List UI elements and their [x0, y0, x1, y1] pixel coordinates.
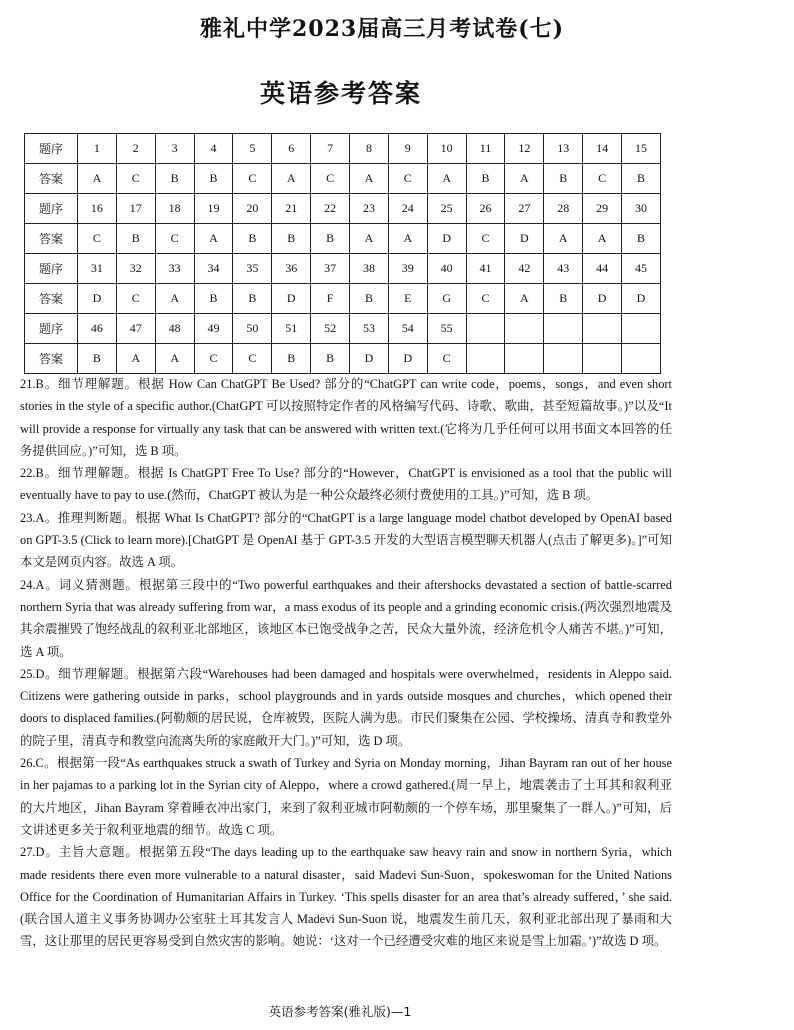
table-cell: A: [544, 224, 583, 254]
table-cell: 17: [116, 194, 155, 224]
table-cell: 3: [155, 134, 194, 164]
table-cell: C: [311, 164, 350, 194]
table-cell: D: [350, 344, 389, 374]
table-cell: D: [505, 224, 544, 254]
table-cell: B: [233, 224, 272, 254]
table-cell: 37: [311, 254, 350, 284]
table-cell: [544, 344, 583, 374]
table-cell: B: [350, 284, 389, 314]
table-cell: A: [116, 344, 155, 374]
table-cell: [622, 314, 661, 344]
table-cell: B: [272, 224, 311, 254]
table-cell: 30: [622, 194, 661, 224]
table-cell: [544, 314, 583, 344]
table-cell: 44: [583, 254, 622, 284]
table-cell: 7: [311, 134, 350, 164]
explanation-paragraph: 27.D。主旨大意题。根据第五段“The days leading up to the earthquake saw heavy rain and snow in northern Syria，which made residents there even more vulnerable to a natural disaster，said Madevi Sun-Suon，spokeswoman for the United Nations Office for the Coordination of Humanitarian Affairs in Turkey. ‘This spells disaster for an area that’s already suffered，’ she said.(联合国人道主义事务协调办公室驻土耳其发言人 Madevi Sun-Suon 说，地震发生前几天，叙利亚北部出现了暴雨和大雪，这让那里的居民更容易受到自然灾害的影响。她说：‘这对一个已经遭受灾难的地区来说是雪上加霜。’)”故选 D 项。: [20, 845, 672, 949]
table-cell: 34: [194, 254, 233, 284]
explanations-section: [20, 373, 672, 953]
row-label: 答案: [25, 344, 78, 374]
table-cell: 24: [388, 194, 427, 224]
table-cell: 29: [583, 194, 622, 224]
table-cell: C: [78, 224, 117, 254]
table-cell: 28: [544, 194, 583, 224]
answer-table: [24, 133, 661, 374]
document-title: 英语参考答案: [260, 79, 423, 108]
table-cell: 55: [427, 314, 466, 344]
table-cell: 21: [272, 194, 311, 224]
table-cell: D: [388, 344, 427, 374]
table-cell: G: [427, 284, 466, 314]
table-cell: C: [466, 224, 505, 254]
table-cell: 23: [350, 194, 389, 224]
table-cell: B: [622, 224, 661, 254]
table-cell: D: [272, 284, 311, 314]
table-cell: 1: [78, 134, 117, 164]
table-cell: C: [155, 224, 194, 254]
page-header-title: 雅礼中学2023届高三月考试卷(七): [200, 16, 565, 42]
row-label: 答案: [25, 224, 78, 254]
table-cell: D: [78, 284, 117, 314]
table-cell: [505, 314, 544, 344]
table-cell: 2: [116, 134, 155, 164]
table-cell: 11: [466, 134, 505, 164]
row-label: 题序: [25, 254, 78, 284]
table-cell: 54: [388, 314, 427, 344]
table-cell: 8: [350, 134, 389, 164]
table-cell: A: [427, 164, 466, 194]
table-cell: C: [233, 164, 272, 194]
explanation-paragraph: 21.B。细节理解题。根据 How Can ChatGPT Be Used? 部分的“ChatGPT can write code，poems，songs，and even short stories in the style of a specific author.(ChatGPT 可以按照特定作者的风格编写代码、诗歌、歌曲，甚至短篇故事。)”以及“It will provide a response for virtually any task that can be answered with written text.(它将为几乎任何可以用书面文本回答的任务提供回应。)”可知，选 B 项。: [20, 377, 672, 458]
table-cell: 52: [311, 314, 350, 344]
row-label: 题序: [25, 194, 78, 224]
table-cell: C: [194, 344, 233, 374]
table-cell: C: [427, 344, 466, 374]
table-cell: B: [311, 224, 350, 254]
table-cell: 45: [622, 254, 661, 284]
table-cell: 12: [505, 134, 544, 164]
table-row: [25, 254, 661, 284]
table-cell: 51: [272, 314, 311, 344]
table-cell: 53: [350, 314, 389, 344]
table-cell: 38: [350, 254, 389, 284]
table-cell: 25: [427, 194, 466, 224]
table-cell: A: [505, 284, 544, 314]
table-cell: B: [194, 284, 233, 314]
table-cell: 50: [233, 314, 272, 344]
table-cell: A: [272, 164, 311, 194]
table-cell: A: [583, 224, 622, 254]
table-cell: 31: [78, 254, 117, 284]
explanation-paragraph: 26.C。根据第一段“As earthquakes struck a swath of Turkey and Syria on Monday morning，Jihan Bayram ran out of her house in her pajamas to a parking lot in the Syrian city of Aleppo，where a crowd gathered.(周一早上，地震袭击了土耳其和叙利亚的大片地区，Jihan Bayram 穿着睡衣冲出家门，来到了叙利亚城市阿勒颇的一个停车场，那里聚集了一群人。)”可知，后文讲述更多关于叙利亚地震的细节。故选 C 项。: [20, 756, 672, 837]
table-cell: D: [427, 224, 466, 254]
explanation-paragraph: 22.B。细节理解题。根据 Is ChatGPT Free To Use? 部分的“However，ChatGPT is envisioned as a tool that the public will eventually have to pay to use.(然而，ChatGPT 被认为是一种公众最终必须付费使用的工具。)”可知，选 B 项。: [20, 466, 672, 503]
explanation-paragraph: 23.A。推理判断题。根据 What Is ChatGPT? 部分的“ChatGPT is a large language model chatbot developed by OpenAI based on GPT-3.5 (Click to learn more).[ChatGPT 是 OpenAI 基于 GPT-3.5 开发的大型语言模型聊天机器人(点击了解更多)。]”可知本文是网页内容。故选 A 项。: [20, 510, 672, 570]
table-cell: 48: [155, 314, 194, 344]
table-cell: A: [350, 224, 389, 254]
table-cell: E: [388, 284, 427, 314]
answer-table-body: [25, 134, 661, 374]
explanation-paragraph: 25.D。细节理解题。根据第六段“Warehouses had been damaged and hospitals were overwhelmed，residents in Aleppo said. Citizens were gathering outside in parks，school playgrounds and in yards outside mosques and churches，which opened their doors to displaced families.(阿勒颇的居民说，仓库被毁，医院人满为患。市民们聚集在公园、学校操场、清真寺和教堂外的院子里，清真寺和教堂向流离失所的家庭敞开大门。)”可知，选 D 项。: [20, 666, 672, 748]
table-cell: 40: [427, 254, 466, 284]
table-row: [25, 194, 661, 224]
table-cell: B: [78, 344, 117, 374]
table-cell: A: [155, 344, 194, 374]
row-label: 答案: [25, 284, 78, 314]
table-cell: 41: [466, 254, 505, 284]
table-cell: B: [272, 344, 311, 374]
row-label: 答案: [25, 164, 78, 194]
table-cell: B: [155, 164, 194, 194]
table-cell: 9: [388, 134, 427, 164]
table-cell: 47: [116, 314, 155, 344]
table-cell: C: [233, 344, 272, 374]
table-cell: D: [622, 284, 661, 314]
table-cell: D: [583, 284, 622, 314]
table-cell: 19: [194, 194, 233, 224]
table-cell: 27: [505, 194, 544, 224]
table-cell: 15: [622, 134, 661, 164]
table-cell: B: [311, 344, 350, 374]
table-row: [25, 314, 661, 344]
table-cell: 16: [78, 194, 117, 224]
table-cell: [622, 344, 661, 374]
table-cell: 18: [155, 194, 194, 224]
table-cell: 49: [194, 314, 233, 344]
explanation-paragraph: 24.A。词义猜测题。根据第三段中的“Two powerful earthquakes and their aftershocks devastated a section of battle-scarred northern Syria that was already suffering from war，a mass exodus of its people and a grinding economic crisis.(两次强烈地震及其余震摧毁了饱经战乱的叙利亚北部地区，该地区本已饱受战争之苦，民众大量外流，经济危机令人痛苦不堪。)”可知，选 A 项。: [20, 577, 672, 659]
table-cell: C: [116, 164, 155, 194]
table-cell: [583, 344, 622, 374]
table-cell: 46: [78, 314, 117, 344]
table-cell: 42: [505, 254, 544, 284]
table-cell: 22: [311, 194, 350, 224]
table-cell: A: [78, 164, 117, 194]
table-cell: 36: [272, 254, 311, 284]
table-cell: 13: [544, 134, 583, 164]
table-cell: F: [311, 284, 350, 314]
page-footer: 英语参考答案(雅礼版)—1: [268, 1004, 412, 1019]
table-row: [25, 224, 661, 254]
table-cell: [505, 344, 544, 374]
table-cell: 43: [544, 254, 583, 284]
table-cell: B: [544, 164, 583, 194]
row-label: 题序: [25, 314, 78, 344]
table-cell: B: [466, 164, 505, 194]
table-row: [25, 284, 661, 314]
table-cell: 14: [583, 134, 622, 164]
table-cell: 10: [427, 134, 466, 164]
table-cell: 20: [233, 194, 272, 224]
table-cell: [466, 344, 505, 374]
table-cell: 39: [388, 254, 427, 284]
table-row: [25, 164, 661, 194]
table-cell: A: [505, 164, 544, 194]
table-cell: 5: [233, 134, 272, 164]
table-cell: 4: [194, 134, 233, 164]
table-cell: 35: [233, 254, 272, 284]
row-label: 题序: [25, 134, 78, 164]
table-cell: A: [388, 224, 427, 254]
table-cell: [466, 314, 505, 344]
table-cell: C: [116, 284, 155, 314]
table-row: [25, 344, 661, 374]
table-cell: C: [466, 284, 505, 314]
table-cell: A: [155, 284, 194, 314]
table-cell: 33: [155, 254, 194, 284]
table-cell: 26: [466, 194, 505, 224]
table-cell: B: [116, 224, 155, 254]
table-cell: B: [233, 284, 272, 314]
table-cell: A: [194, 224, 233, 254]
table-row: [25, 134, 661, 164]
table-cell: B: [194, 164, 233, 194]
table-cell: B: [622, 164, 661, 194]
table-cell: 32: [116, 254, 155, 284]
table-cell: [583, 314, 622, 344]
table-cell: 6: [272, 134, 311, 164]
table-cell: B: [544, 284, 583, 314]
table-cell: C: [388, 164, 427, 194]
table-cell: C: [583, 164, 622, 194]
table-cell: A: [350, 164, 389, 194]
